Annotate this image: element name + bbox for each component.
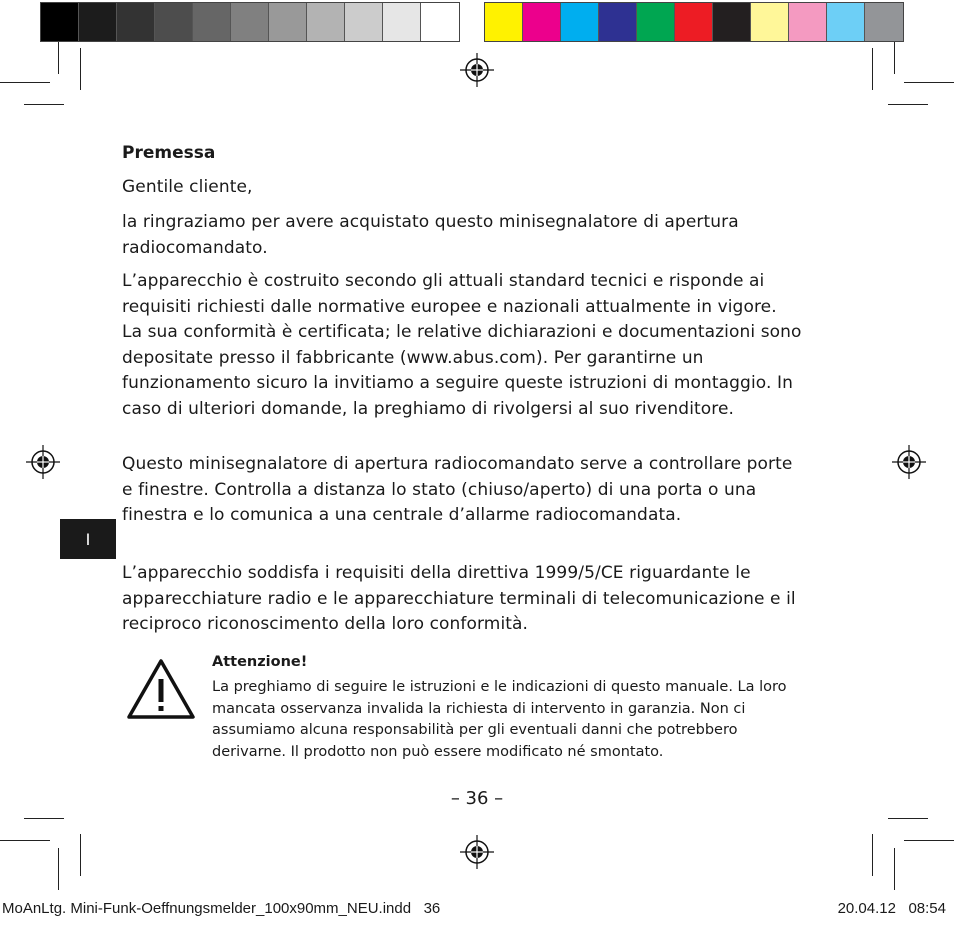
registration-mark-icon (25, 444, 61, 480)
color-swatch (193, 3, 231, 41)
footer-file-name: MoAnLtg. Mini-Funk-Oeffnungsmelder_100x90mm_NEU.indd 36 (2, 900, 441, 917)
paragraph-directive: L’apparecchio soddisfa i requisiti della direttiva 1999/5/CE riguardante le apparecchiature radio e le apparecchiature terminali di telecomunicazione e il reciproco riconoscimento della loro conformità. (122, 563, 796, 634)
crop-mark (894, 42, 895, 74)
grayscale-color-bar (40, 2, 460, 42)
color-swatch (827, 3, 865, 41)
color-swatch (865, 3, 903, 41)
color-swatch (713, 3, 751, 41)
process-color-bar (484, 2, 904, 42)
crop-mark (58, 848, 59, 890)
page-number: – 36 – (450, 788, 504, 809)
crop-mark (58, 42, 59, 74)
paragraph-greeting: Gentile cliente, (122, 177, 253, 197)
color-swatch (383, 3, 421, 41)
registration-mark-icon (459, 834, 495, 870)
color-swatch (485, 3, 523, 41)
crop-mark (0, 82, 50, 83)
footer-datetime: 20.04.12 08:54 (837, 900, 946, 917)
paragraph-thanks: la ringraziamo per avere acquistato questo minisegnalatore di apertura radiocomandato. (122, 212, 739, 258)
color-swatch (523, 3, 561, 41)
paragraph-purpose: Questo minisegnalatore di apertura radiocomandato serve a controllare porte e finestre. Controlla a distanza lo stato (chiuso/aperto) di una porta o una finestra e lo comunica a una centrale d’allarme radiocomandata. (122, 454, 793, 525)
crop-mark (904, 840, 954, 841)
color-swatch (789, 3, 827, 41)
language-tab: I (60, 519, 116, 559)
crop-mark (872, 834, 873, 876)
paragraph-conformity: L’apparecchio è costruito secondo gli attuali standard tecnici e risponde ai requisiti richiesti dalle normative europee e nazionali attualmente in vigore. La sua conformità è certificata; le relative dichiarazioni e documentazioni sono depositate presso il fabbricante (www.abus.com). Per garantirne un funzionamento sicuro la invitiamo a seguire queste istruzioni di montaggio. In caso di ulteriori domande, la preghiamo di rivolgersi al suo rivenditore. (122, 271, 802, 419)
warning-triangle-icon (126, 657, 196, 721)
crop-mark (80, 48, 81, 90)
warning-text: La preghiamo di seguire le istruzioni e le indicazioni di questo manuale. La loro mancata osservanza invalida la richiesta di intervento in garanzia. Non ci assumiamo alcuna responsabilità per gli eventuali danni che potrebbero derivarne. Il prodotto non può essere modificato né smontato. (212, 679, 787, 760)
color-swatch (637, 3, 675, 41)
crop-mark (894, 848, 895, 890)
color-swatch (41, 3, 79, 41)
crop-mark (0, 840, 50, 841)
color-swatch (155, 3, 193, 41)
color-swatch (421, 3, 459, 41)
crop-mark (904, 82, 954, 83)
color-swatch (79, 3, 117, 41)
color-swatch (561, 3, 599, 41)
color-swatch (751, 3, 789, 41)
crop-mark (888, 818, 928, 819)
registration-mark-icon (891, 444, 927, 480)
color-swatch (231, 3, 269, 41)
warning-title: Attenzione! (212, 654, 308, 670)
crop-mark (872, 48, 873, 90)
color-swatch (117, 3, 155, 41)
registration-mark-icon (459, 52, 495, 88)
color-swatch (599, 3, 637, 41)
color-swatch (269, 3, 307, 41)
crop-mark (24, 104, 64, 105)
crop-mark (888, 104, 928, 105)
crop-mark (24, 818, 64, 819)
color-swatch (307, 3, 345, 41)
section-heading: Premessa (122, 143, 216, 163)
color-swatch (675, 3, 713, 41)
color-swatch (345, 3, 383, 41)
crop-mark (80, 834, 81, 876)
